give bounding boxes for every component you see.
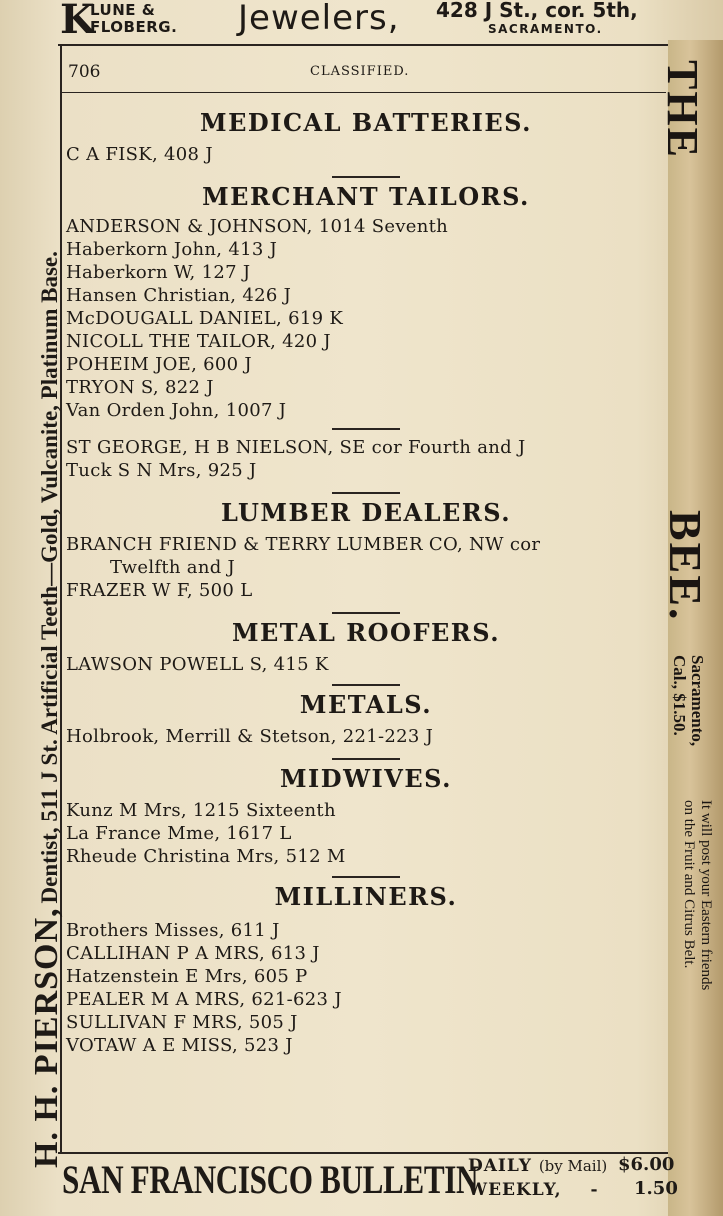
top-advertisement (0, 0, 690, 46)
listing-content (66, 108, 666, 1057)
right-ad-price-line2: Cal., $1.50. (670, 655, 689, 736)
listing-entry: Haberkorn John, 413 J (66, 239, 278, 260)
top-ad-firm-line2: FLOBERG. (90, 18, 178, 36)
bottom-advertisement (62, 1150, 682, 1210)
page-number: 706 (68, 62, 101, 82)
listing-entry: Holbrook, Merrill & Stetson, 221-223 J (66, 726, 434, 747)
right-ad-price-line1: Sacramento, (688, 655, 707, 747)
header-rule (62, 92, 666, 93)
listing-entry: LAWSON POWELL S, 415 K (66, 654, 329, 675)
listing-entry: Kunz M Mrs, 1215 Sixteenth (66, 800, 336, 821)
category-heading: MILLINERS. (274, 882, 458, 911)
bottom-ad-title: SAN FRANCISCO BULLETIN (62, 1157, 479, 1202)
listing-entry: FRAZER W F, 500 L (66, 580, 253, 601)
listing-entry: C A FISK, 408 J (66, 144, 213, 165)
section-divider (332, 684, 400, 686)
left-ad-name: H. H. PIERSON, (28, 907, 65, 1168)
category-heading: MEDICAL BATTERIES. (200, 108, 532, 137)
listing-entry: PEALER M A MRS, 621-623 J (66, 989, 342, 1010)
right-ad-price (670, 655, 706, 746)
bottom-ad-daily-price: $6.00 (618, 1154, 675, 1175)
listing-entry: Haberkorn W, 127 J (66, 262, 251, 283)
listing-entry: Tuck S N Mrs, 925 J (66, 460, 257, 481)
right-margin-strip (668, 40, 723, 1216)
top-ad-address: 428 J St., cor. 5th, (436, 0, 638, 22)
category-heading: METAL ROOFERS. (231, 618, 501, 647)
top-ad-firm-line1: LUNE & (90, 1, 156, 19)
listing-entry: ST GEORGE, H B NIELSON, SE cor Fourth and J (66, 437, 526, 458)
section-divider (332, 492, 400, 494)
top-ad-city: SACRAMENTO. (488, 22, 603, 36)
left-ad-text (28, 251, 66, 1168)
top-frame-rule (58, 44, 670, 46)
right-ad-slogan (680, 800, 714, 990)
listing-entry: Van Orden John, 1007 J (66, 400, 287, 421)
listing-entry: TRYON S, 822 J (66, 377, 214, 398)
right-ad-the: THE (658, 60, 707, 159)
listing-entry: VOTAW A E MISS, 523 J (66, 1035, 293, 1056)
listing-entry: ANDERSON & JOHNSON, 1014 Seventh (66, 216, 449, 237)
right-ad-slogan-line1: It will post your Eastern friends (698, 800, 714, 991)
top-ad-jewelers: Jewelers, (238, 0, 400, 38)
listing-entry: SULLIVAN F MRS, 505 J (66, 1012, 298, 1033)
bottom-ad-weekly (468, 1180, 599, 1200)
category-heading: MERCHANT TAILORS. (202, 182, 530, 211)
section-divider (332, 758, 400, 760)
category-heading: METALS. (299, 690, 433, 719)
left-ad-details: Dentist, 511 J St. Artificial Teeth—Gold, Vulcanite, Platinum Base. (37, 251, 62, 904)
top-ad-initial: K (60, 0, 95, 43)
right-ad-slogan-line2: on the Fruit and Citrus Belt. (681, 800, 697, 969)
category-heading: MIDWIVES. (279, 764, 453, 793)
listing-entry: Brothers Misses, 611 J (66, 920, 280, 941)
section-divider (332, 428, 400, 430)
left-margin-advertisement (0, 0, 65, 1216)
section-divider (332, 612, 400, 614)
bottom-ad-daily-label: DAILY (468, 1156, 532, 1176)
bottom-ad-by-mail: (by Mail) (538, 1157, 608, 1175)
bottom-ad-daily (468, 1156, 607, 1176)
listing-entry-continuation: Twelfth and J (110, 557, 236, 578)
section-label: CLASSIFIED. (310, 64, 410, 79)
listing-entry: POHEIM JOE, 600 J (66, 354, 252, 375)
bottom-ad-weekly-price: 1.50 (634, 1178, 678, 1199)
section-divider (332, 176, 400, 178)
listing-entry: NICOLL THE TAILOR, 420 J (66, 331, 331, 352)
listing-entry: Hatzenstein E Mrs, 605 P (66, 966, 308, 987)
bottom-ad-dash: - (590, 1180, 599, 1200)
listing-entry: McDOUGALL DANIEL, 619 K (66, 308, 344, 329)
section-divider (332, 876, 400, 878)
listing-entry: Rheude Christina Mrs, 512 M (66, 846, 346, 867)
listing-entry: La France Mme, 1617 L (66, 823, 292, 844)
listing-entry: CALLIHAN P A MRS, 613 J (66, 943, 320, 964)
listing-entry: BRANCH FRIEND & TERRY LUMBER CO, NW cor (66, 534, 541, 555)
category-heading: LUMBER DEALERS. (220, 498, 512, 527)
right-ad-bee: BEE. (660, 510, 711, 622)
bottom-ad-weekly-label: WEEKLY, (468, 1180, 562, 1200)
top-ad-firm (90, 2, 177, 36)
listing-entry: Hansen Christian, 426 J (66, 285, 292, 306)
